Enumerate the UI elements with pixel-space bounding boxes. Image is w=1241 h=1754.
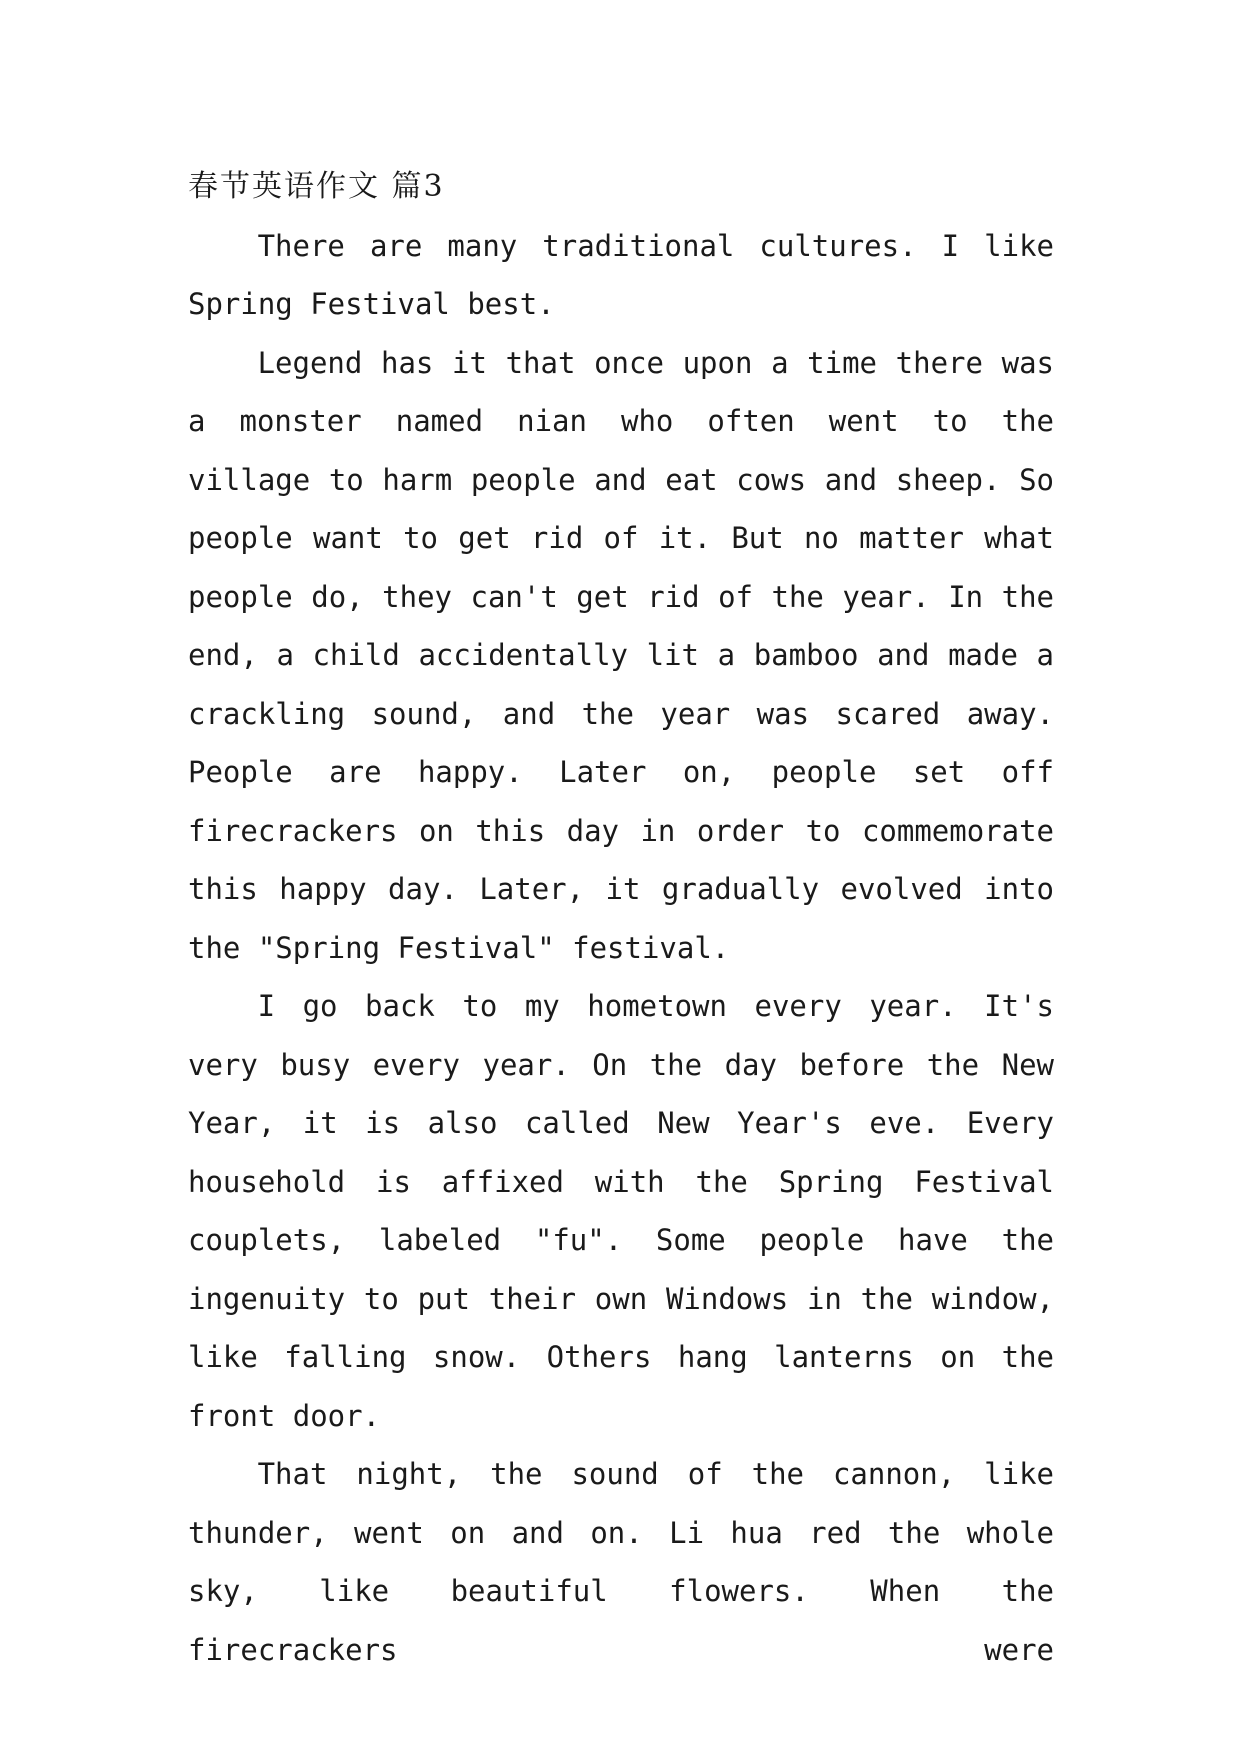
paragraph-legend: Legend has it that once upon a time there was a monster named nian who often went to the village to harm people and eat cows and sheep. So people want to get rid of it. But no matter what people do, they can't get rid of the year. In the end, a child accidentally lit a bamboo and made a crackling sound, and the year was scared away. People are happy. Later on, people set off firecrackers on this day in order to commemorate this happy day. Later, it gradually evolved into the "Spring Festival" festival. — [188, 345, 1054, 965]
paragraph-intro: There are many traditional cultures. I like Spring Festival best. — [188, 228, 1054, 321]
document-title: 春节英语作文 篇3 — [188, 169, 445, 204]
paragraph-night: That night, the sound of the cannon, like thunder, went on and on. Li hua red the whole sky, like beautiful flowers. When the firecrackers were — [188, 1457, 1054, 1667]
paragraph-hometown: I go back to my hometown every year. It's very busy every year. On the day before the New Year, it is also called New Year's eve. Every household is affixed with the Spring Festival couplets, labeled "fu". Some people have the ingenuity to put their own Windows in the window, like falling snow. Others hang lanterns on the front door. — [188, 989, 1054, 1433]
document-body — [188, 158, 1054, 1679]
